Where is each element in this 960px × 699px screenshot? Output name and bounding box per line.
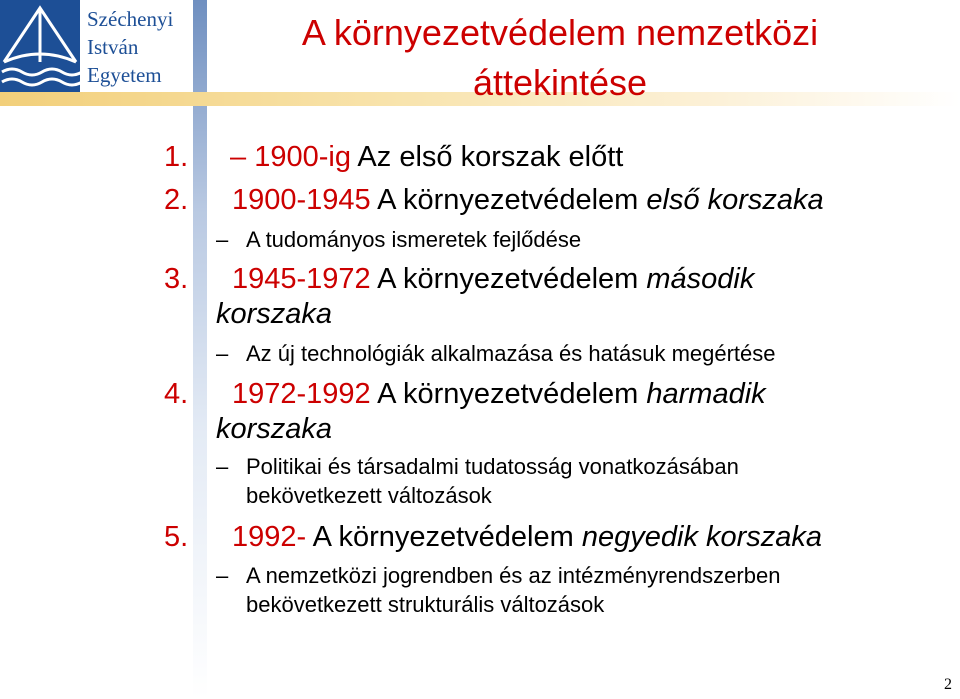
sub-item xyxy=(216,454,739,480)
sub-dash: – xyxy=(216,341,229,366)
item-text-italic: negyedik korszaka xyxy=(581,521,823,553)
slide-title xyxy=(210,8,910,108)
list-item xyxy=(232,521,822,554)
item-text-italic: harmadik xyxy=(646,378,766,410)
item-text: Az első korszak előtt xyxy=(357,141,624,173)
sub-item-continuation: bekövetkezett strukturális változások xyxy=(246,592,605,617)
list-item xyxy=(232,263,754,296)
logo-line-2: István xyxy=(87,35,139,59)
sub-item xyxy=(216,341,776,367)
item-text: A környezetvédelem xyxy=(377,263,639,295)
item-text: A környezetvédelem xyxy=(312,521,574,553)
list-item xyxy=(230,141,623,174)
item-text: A környezetvédelem xyxy=(377,378,639,410)
item-text-continuation: korszaka xyxy=(216,298,333,330)
item-period: 1972-1992 xyxy=(232,378,371,410)
logo-line-1: Széchenyi xyxy=(87,7,174,31)
item-text: A környezetvédelem xyxy=(377,184,639,216)
item-number: 4. xyxy=(164,378,189,410)
item-period: 1992- xyxy=(232,521,307,553)
sub-dash: – xyxy=(216,454,229,479)
item-text-italic: első korszaka xyxy=(646,184,824,216)
sub-item-text: A tudományos ismeretek fejlődése xyxy=(246,227,582,252)
sub-item xyxy=(216,227,581,253)
item-number: 2. xyxy=(164,184,189,216)
sub-item xyxy=(216,563,780,589)
sub-item-continuation: bekövetkezett változások xyxy=(246,483,492,508)
page-number: 2 xyxy=(944,676,952,693)
item-number: 1. xyxy=(164,141,189,173)
university-logo xyxy=(0,0,80,92)
sub-item-text: A nemzetközi jogrendben és az intézményrendszerben xyxy=(246,563,781,588)
item-number: 3. xyxy=(164,263,189,295)
sub-item-text: Politikai és társadalmi tudatosság vonatkozásában xyxy=(246,454,739,479)
bridge-logo-icon xyxy=(0,0,80,92)
item-period: 1900-1945 xyxy=(232,184,371,216)
title-line-2: áttekintése xyxy=(472,62,648,103)
item-text-continuation: korszaka xyxy=(216,413,333,445)
university-name xyxy=(87,5,173,89)
list-item xyxy=(232,184,824,217)
item-period: 1900-ig xyxy=(254,141,351,173)
list-item xyxy=(232,378,766,411)
logo-line-3: Egyetem xyxy=(87,63,162,87)
sub-dash: – xyxy=(216,563,229,588)
item-period: 1945-1972 xyxy=(232,263,371,295)
sub-dash: – xyxy=(216,227,229,252)
title-line-1: A környezetvédelem nemzetközi xyxy=(301,12,819,53)
item-number: 5. xyxy=(164,521,189,553)
item-text-italic: második xyxy=(646,263,755,295)
item-dash: – xyxy=(230,141,247,173)
sub-item-text: Az új technológiák alkalmazása és hatásuk megértése xyxy=(246,341,776,366)
